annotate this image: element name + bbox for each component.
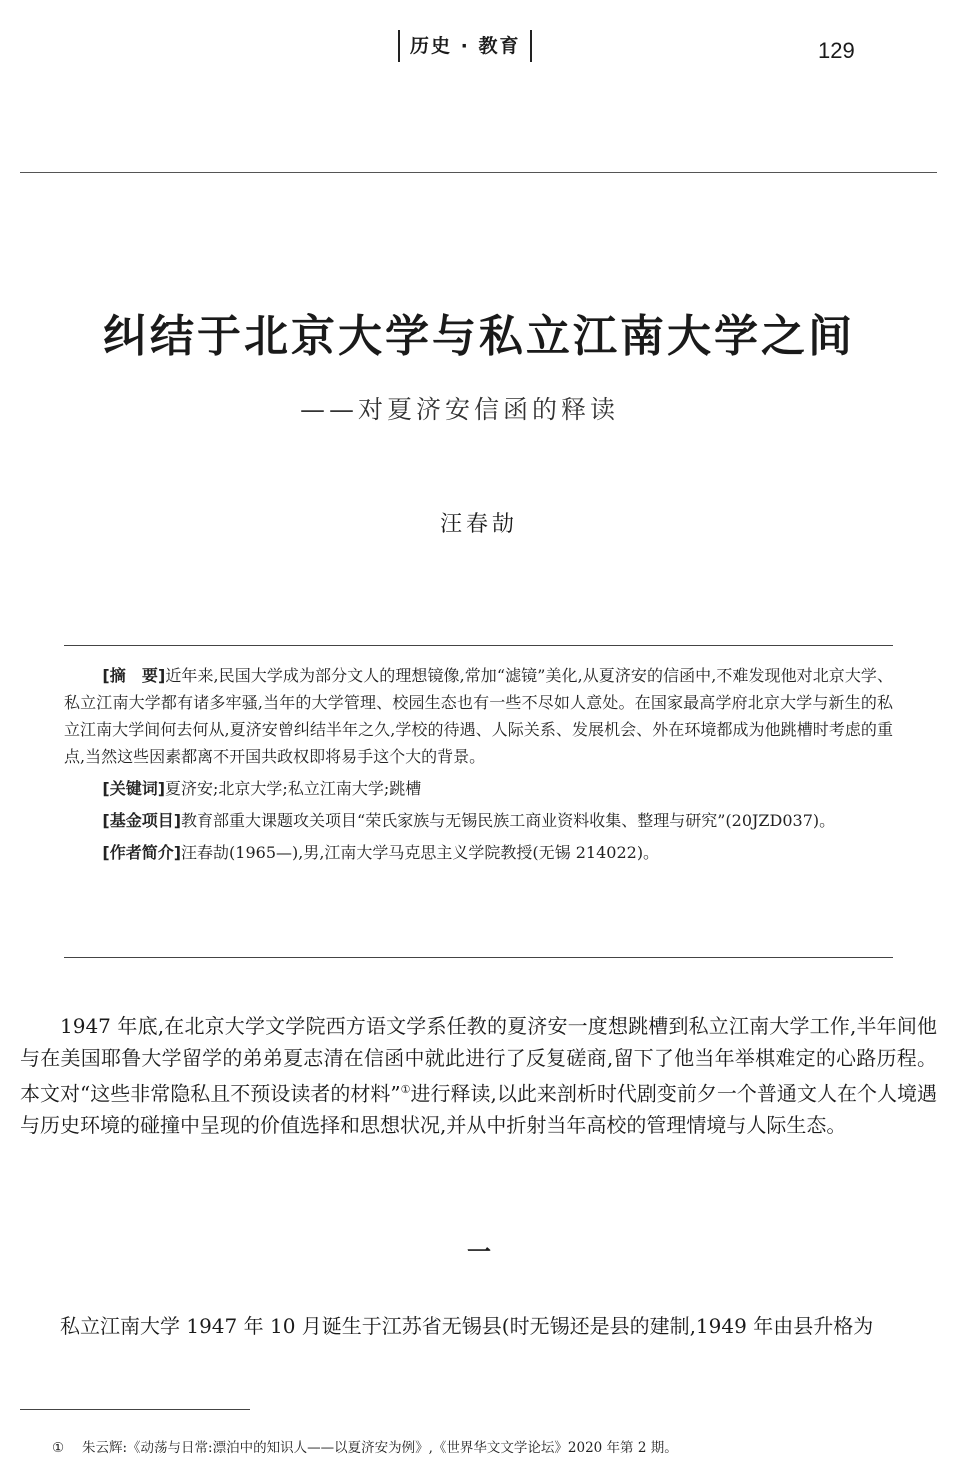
page-number: 129 <box>818 38 855 63</box>
journal-section-header: 历史 · 教育 <box>398 30 532 62</box>
abstract-text: 近年来,民国大学成为部分文人的理想镜像,常加“滤镜”美化,从夏济安的信函中,不难发现他对北京大学、私立江南大学都有诸多牢骚,当年的大学管理、校园生态也有一些不尽如人意处。在国家最高学府北京大学与新生的私立江南大学间何去何从,夏济安曾纠结半年之久,学校的待遇、人际关系、发展机会、外在环境都成为他跳槽时考虑的重点,当然这些因素都离不开国共政权即将易手这个大的背景。 <box>64 666 893 766</box>
footnote <box>52 1436 932 1456</box>
body-text-part-2: 进行释读,以此来剖析时代剧变前夕一个普通文人在个人境遇与历史环境的碰撞中呈现的价值选择和思想状况,并从中折射当年高校的管理情境与人际生态。 <box>20 1081 937 1138</box>
keywords-label: [关键词] <box>102 779 166 798</box>
section-heading: 一 <box>467 1237 491 1266</box>
abstract-label: [摘 要] <box>102 666 166 685</box>
article-title: 纠结于北京大学与私立江南大学之间 <box>103 311 855 362</box>
abstract-top-divider <box>64 645 893 646</box>
author-bio-line <box>64 839 893 866</box>
fund-line <box>64 807 893 834</box>
footnote-text: 朱云辉:《动荡与日常:漂泊中的知识人——以夏济安为例》,《世界华文文学论坛》2020 年第 2 期。 <box>82 1440 678 1456</box>
fund-label: [基金项目] <box>102 811 182 830</box>
author-bio-label: [作者简介] <box>102 843 182 862</box>
footnote-reference[interactable]: ① <box>400 1083 411 1096</box>
body-paragraph-2-text: 私立江南大学 1947 年 10 月诞生于江苏省无锡县(时无锡还是县的建制,1949 年由县升格为 <box>60 1314 874 1338</box>
abstract-bottom-divider <box>64 957 893 958</box>
keywords-text: 夏济安;北京大学;私立江南大学;跳槽 <box>165 779 422 798</box>
footnote-marker: ① <box>52 1440 65 1456</box>
article-author: 汪春劼 <box>439 512 518 537</box>
keywords-line <box>64 775 893 802</box>
author-bio-text: 汪春劼(1965—),男,江南大学马克思主义学院教授(无锡 214022)。 <box>181 843 660 862</box>
article-subtitle: ——对夏济安信函的释读 <box>300 395 620 424</box>
header-divider <box>20 172 937 173</box>
abstract-block <box>64 662 893 866</box>
footnote-divider <box>20 1409 250 1410</box>
fund-text: 教育部重大课题攻关项目“荣氏家族与无锡民族工商业资料收集、整理与研究”(20JZD037)。 <box>181 811 836 830</box>
body-paragraph-1 <box>20 1011 937 1142</box>
body-paragraph-2 <box>20 1311 937 1343</box>
abstract-paragraph <box>64 662 893 770</box>
body-text-part-1: 1947 年底,在北京大学文学院西方语文学系任教的夏济安一度想跳槽到私立江南大学工作,半年间他与在美国耶鲁大学留学的弟弟夏志清在信函中就此进行了反复磋商,留下了他当年举棋难定的心路历程。本文对“这些非常隐私且不预设读者的材料” <box>20 1014 937 1106</box>
